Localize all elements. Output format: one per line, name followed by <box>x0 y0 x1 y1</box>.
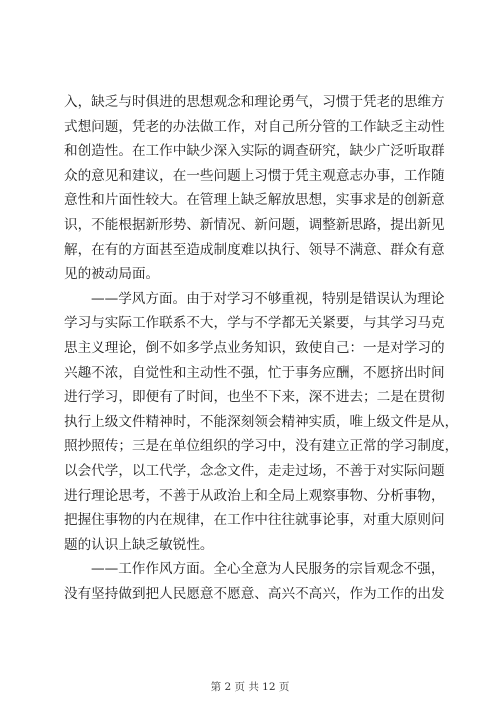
text-line: 思主义理论，倒不如多学点业务知识，致使自己：一是对学习的 <box>64 339 445 356</box>
text-line: 和创造性。在工作中缺少深入实际的调查研究，缺少广泛听取群 <box>64 143 445 160</box>
text-line: 把握住事物的内在规律，在工作中往往就事论事，对重大原则问 <box>64 512 445 529</box>
text-line: 没有坚持做到把人民愿意不愿意、高兴不高兴，作为工作的出发 <box>64 585 445 602</box>
text-line: 以会代学，以工代学，念念文件，走走过场，不善于对实际问题 <box>64 462 445 479</box>
text-line: 进行理论思考，不善于从政治上和全局上观察事物、分析事物， <box>64 487 445 504</box>
text-line: 题的认识上缺乏敏锐性。 <box>64 536 214 553</box>
section-heading-line: ——学风方面。由于对学习不够重视，特别是错误认为理论 <box>91 290 445 307</box>
text-line: 解，在有的方面甚至造成制度难以执行、领导不满意、群众有意 <box>64 241 445 258</box>
text-line: 意性和片面性较大。在管理上缺乏解放思想，实事求是的创新意 <box>64 192 445 209</box>
text-line: 照抄照传；三是在单位组织的学习中，没有建立正常的学习制度， <box>64 438 459 455</box>
text-line: 众的意见和建议，在一些问题上习惯于凭主观意志办事，工作随 <box>64 167 445 184</box>
document-body <box>64 90 459 606</box>
text-line: 见的被动局面。 <box>64 266 160 283</box>
text-line: 式想问题，凭老的办法做工作，对自己所分管的工作缺乏主动性 <box>64 118 445 135</box>
text-line: 兴趣不浓，自觉性和主动性不强，忙于事务应酬，不愿挤出时间 <box>64 364 445 381</box>
page-number-footer: 第 2 页 共 12 页 <box>210 681 290 693</box>
section-heading-line: ——工作作风方面。全心全意为人民服务的宗旨观念不强， <box>91 561 445 578</box>
text-line: 识，不能根据新形势、新情况、新问题，调整新思路，提出新见 <box>64 216 445 233</box>
text-line: 学习与实际工作联系不大，学与不学都无关紧要，与其学习马克 <box>64 315 445 332</box>
text-line: 入，缺乏与时俱进的思想观念和理论勇气，习惯于凭老的思维方 <box>64 94 445 110</box>
text-line: 执行上级文件精神时，不能深刻领会精神实质，唯上级文件是从， <box>64 413 459 430</box>
text-line: 进行学习，即便有了时间，也坐不下来，深不进去；二是在贯彻 <box>64 389 445 406</box>
